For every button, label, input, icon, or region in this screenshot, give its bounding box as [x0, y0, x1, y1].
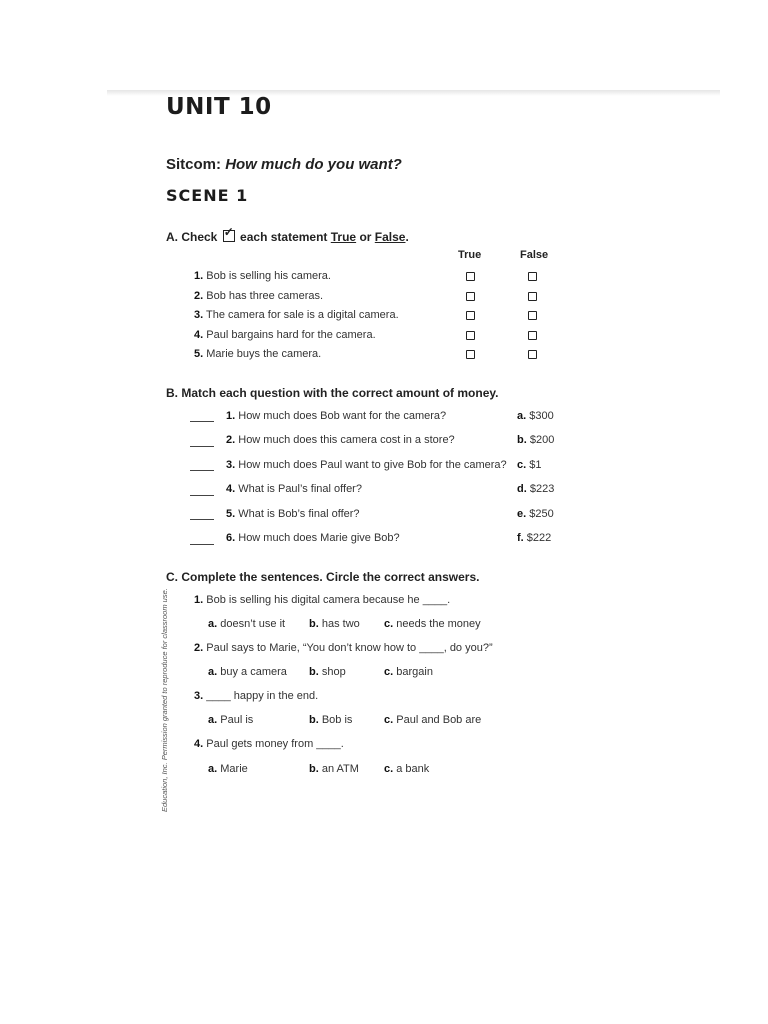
true-checkbox[interactable]	[466, 292, 475, 301]
false-checkbox[interactable]	[528, 292, 537, 301]
checked-box-icon	[223, 230, 235, 242]
true-checkbox[interactable]	[466, 331, 475, 340]
tf-statement: 5. Marie buys the camera.	[194, 348, 322, 360]
true-checkbox[interactable]	[466, 311, 475, 320]
mc-option-b[interactable]: b. has two	[309, 618, 360, 630]
answer-blank[interactable]	[190, 544, 214, 545]
money-answer: e. $250	[517, 508, 554, 520]
section-a-heading: A. Check ✓ each statement True or False.	[166, 230, 409, 244]
false-checkbox[interactable]	[528, 350, 537, 359]
mc-option-b[interactable]: b. an ATM	[309, 763, 359, 775]
false-checkbox[interactable]	[528, 272, 537, 281]
mc-option-b[interactable]: b. shop	[309, 666, 346, 678]
mc-option-a[interactable]: a. doesn’t use it	[208, 618, 286, 630]
money-answer: b. $200	[517, 434, 555, 446]
mc-question: 2. Paul says to Marie, “You don’t know how to ____, do you?”	[194, 642, 493, 654]
match-question: 5. What is Bob’s final offer?	[226, 508, 360, 520]
match-question: 6. How much does Marie give Bob?	[226, 532, 400, 544]
mc-question: 4. Paul gets money from ____.	[194, 738, 344, 750]
mc-option-a[interactable]: a. Paul is	[208, 714, 254, 726]
money-answer: a. $300	[517, 410, 554, 422]
mc-option-c[interactable]: c. Paul and Bob are	[384, 714, 482, 726]
mc-option-a[interactable]: a. buy a camera	[208, 666, 287, 678]
answer-blank[interactable]	[190, 495, 214, 496]
match-question: 4. What is Paul’s final offer?	[226, 483, 362, 495]
answer-blank[interactable]	[190, 421, 214, 422]
mc-option-a[interactable]: a. Marie	[208, 763, 248, 775]
false-checkbox[interactable]	[528, 311, 537, 320]
mc-question: 3. ____ happy in the end.	[194, 690, 319, 702]
answer-blank[interactable]	[190, 519, 214, 520]
money-answer: f. $222	[517, 532, 552, 544]
sitcom-label: Sitcom:	[166, 156, 222, 173]
section-b-heading: B. Match each question with the correct amount of money.	[166, 386, 499, 400]
true-column-header: True	[458, 249, 482, 261]
false-column-header: False	[520, 249, 549, 261]
tf-statement: 3. The camera for sale is a digital camera.	[194, 309, 399, 321]
sitcom-title: How much do you want?	[225, 156, 402, 173]
mc-option-c[interactable]: c. needs the money	[384, 618, 481, 630]
mc-option-b[interactable]: b. Bob is	[309, 714, 353, 726]
false-checkbox[interactable]	[528, 331, 537, 340]
copyright-side-note: Education, Inc. Permission granted to reproduce for classroom use.	[160, 588, 169, 812]
tf-statement: 4. Paul bargains hard for the camera.	[194, 329, 376, 341]
mc-option-c[interactable]: c. a bank	[384, 763, 430, 775]
match-question: 3. How much does Paul want to give Bob for the camera?	[226, 459, 507, 471]
tf-statement: 2. Bob has three cameras.	[194, 290, 324, 302]
answer-blank[interactable]	[190, 470, 214, 471]
money-answer: d. $223	[517, 483, 555, 495]
match-question: 1. How much does Bob want for the camera?	[226, 410, 447, 422]
mc-question: 1. Bob is selling his digital camera because he ____.	[194, 594, 451, 606]
mc-option-c[interactable]: c. bargain	[384, 666, 433, 678]
money-answer: c. $1	[517, 459, 542, 471]
unit-title: UNIT 10	[166, 94, 272, 120]
answer-blank[interactable]	[190, 446, 214, 447]
tf-statement: 1. Bob is selling his camera.	[194, 270, 331, 282]
scene-title: SCENE 1	[166, 186, 249, 205]
sitcom-heading	[166, 156, 402, 173]
section-c-heading: C. Complete the sentences. Circle the correct answers.	[166, 570, 480, 584]
match-question: 2. How much does this camera cost in a store?	[226, 434, 455, 446]
true-checkbox[interactable]	[466, 350, 475, 359]
true-checkbox[interactable]	[466, 272, 475, 281]
